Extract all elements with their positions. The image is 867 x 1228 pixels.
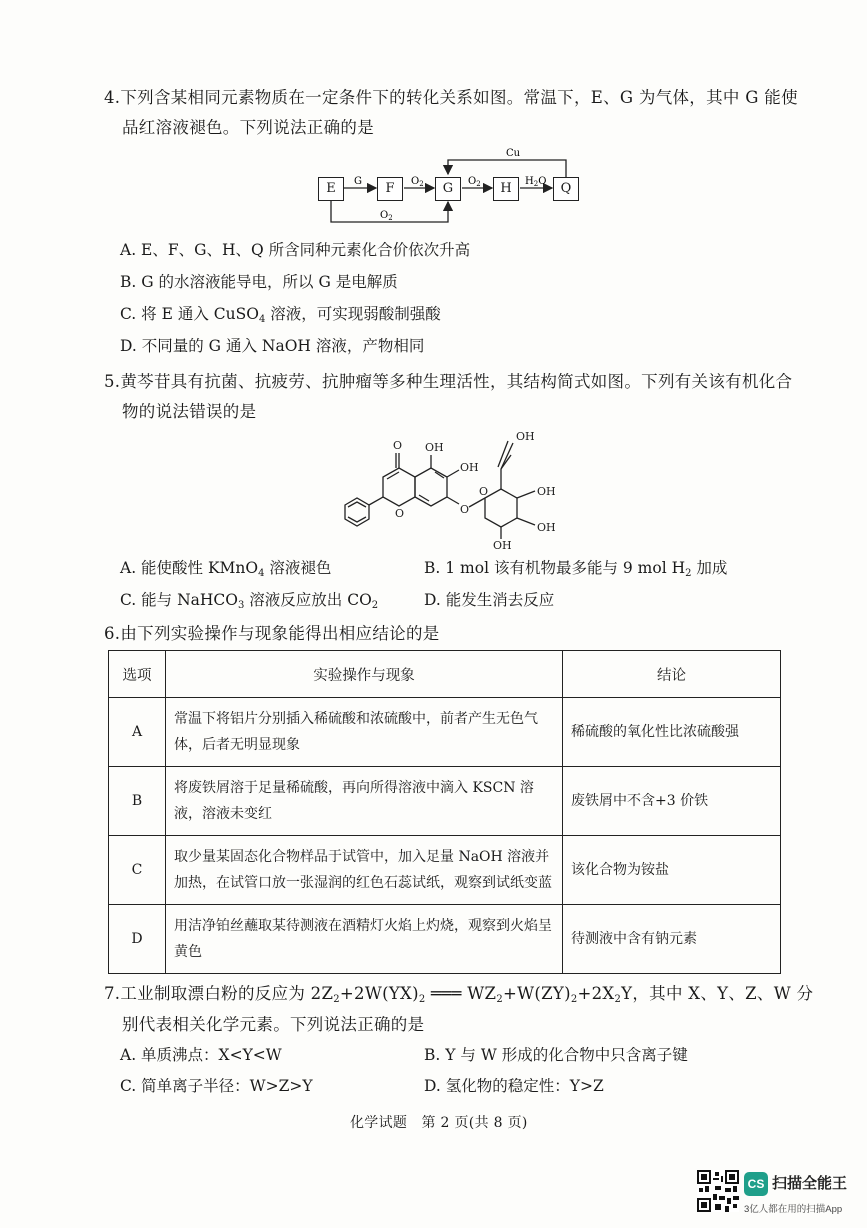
camscanner-tagline: 3亿人都在用的扫描App: [744, 1204, 843, 1215]
row-conclusion: 该化合物为铵盐: [563, 836, 781, 905]
edge-label-gh: $O_2$: [468, 176, 481, 188]
label-o-link: O: [460, 503, 470, 516]
label-sugar-oh1: OH: [537, 485, 556, 498]
node-q: Q: [553, 177, 579, 201]
camscanner-logo: CS: [744, 1172, 768, 1196]
row-conclusion: 待测液中含有钠元素: [563, 905, 781, 974]
label-sugar-oh3: OH: [493, 539, 512, 550]
label-cooh-oh: OH: [516, 430, 535, 443]
node-h: H: [493, 177, 519, 201]
q7-option-c: C. 简单离子半径：W>Z>Y: [120, 1077, 313, 1095]
edge-label-qg: Cu: [506, 148, 521, 159]
qr-code-icon: [697, 1170, 739, 1212]
node-f: F: [377, 177, 403, 201]
edge-label-eg: $O_2$: [380, 210, 393, 222]
label-sugar-oh2: OH: [537, 521, 556, 534]
row-conclusion: 废铁屑中不含+3 价铁: [563, 767, 781, 836]
header-operation: 实验操作与现象: [166, 651, 563, 698]
node-e: E: [318, 177, 344, 201]
q4-option-d: D. 不同量的 G 通入 NaOH 溶液，产物相同: [120, 337, 425, 355]
row-operation: 将废铁屑溶于足量稀硫酸，再向所得溶液中滴入 KSCN 溶液，溶液未变红: [166, 767, 563, 836]
q5-option-c: C. 能与 NaHCO$_3$ 溶液反应放出 $CO_2$: [120, 591, 379, 611]
q4-option-b: B. G 的水溶液能导电，所以 G 是电解质: [120, 273, 398, 291]
q7-stem-line2: 别代表相关化学元素。下列说法正确的是: [122, 1015, 425, 1034]
camscanner-name: 扫描全能王: [772, 1175, 848, 1192]
row-option: A: [109, 698, 166, 767]
table-row: [109, 767, 781, 836]
q7-stem-line1: 7.工业制取漂白粉的反应为 $2Z_2+2W(YX)_2$ ═══ $WZ_2+W(ZY)_2+2X_2Y$，其中 X、Y、Z、W 分: [104, 984, 814, 1005]
row-operation: 取少量某固态化合物样品于试管中，加入足量 NaOH 溶液并加热，在试管口放一张湿润的红色石蕊试纸，观察到试纸变蓝: [166, 836, 563, 905]
q4-option-c: C. 将 E 通入 CuSO$_4$ 溶液，可实现弱酸制强酸: [120, 305, 441, 325]
node-g: G: [435, 177, 461, 201]
q7-option-a: A. 单质沸点：X<Y<W: [120, 1046, 282, 1064]
label-oh2: OH: [460, 461, 479, 474]
table-header-row: [109, 651, 781, 698]
q7-option-d: D. 氢化物的稳定性：Y>Z: [424, 1077, 604, 1095]
row-option: D: [109, 905, 166, 974]
q6-stem: 6.由下列实验操作与现象能得出相应结论的是: [104, 624, 440, 643]
label-o-ring: O: [395, 507, 405, 520]
edge-label-hq: $H_2O$: [525, 176, 547, 188]
q5-option-d: D. 能发生消去反应: [424, 591, 555, 609]
table-row: [109, 836, 781, 905]
q4-option-a: A. E、F、G、H、Q 所含同种元素化合价依次升高: [120, 241, 471, 259]
q5-stem-line2: 物的说法错误的是: [122, 402, 257, 421]
row-conclusion: 稀硫酸的氧化性比浓硫酸强: [563, 698, 781, 767]
row-option: B: [109, 767, 166, 836]
row-option: C: [109, 836, 166, 905]
row-operation: 用洁净铂丝蘸取某待测液在酒精灯火焰上灼烧，观察到火焰呈黄色: [166, 905, 563, 974]
header-option: 选项: [109, 651, 166, 698]
page-footer: 化学试题 第 2 页(共 8 页): [350, 1115, 528, 1131]
edge-label-ef: G: [354, 176, 362, 187]
q5-option-a: A. 能使酸性 KMnO$_4$ 溶液褪色: [120, 559, 332, 579]
q5-option-b: B. 1 mol 该有机物最多能与 9 mol $H_2$ 加成: [424, 559, 728, 579]
q4-stem-line2: 品红溶液褪色。下列说法正确的是: [122, 118, 374, 137]
header-conclusion: 结论: [563, 651, 781, 698]
q6-experiment-table: [108, 650, 781, 974]
q5-stem-line1: 5.黄芩苷具有抗菌、抗疲劳、抗肿瘤等多种生理活性，其结构简式如图。下列有关该有机化合: [104, 372, 793, 391]
label-o-sugar: O: [479, 485, 489, 498]
table-row: [109, 698, 781, 767]
label-o-ketone: O: [393, 439, 403, 452]
q4-stem-line1: 4.下列含某相同元素物质在一定条件下的转化关系如图。常温下，E、G 为气体，其中 G 能使: [104, 88, 798, 107]
q7-option-b: B. Y 与 W 形成的化合物中只含离子键: [424, 1046, 688, 1064]
row-operation: 常温下将铝片分别插入稀硫酸和浓硫酸中，前者产生无色气体，后者无明显现象: [166, 698, 563, 767]
label-oh1: OH: [425, 441, 444, 454]
table-row: [109, 905, 781, 974]
edge-label-fg: $O_2$: [411, 176, 424, 188]
